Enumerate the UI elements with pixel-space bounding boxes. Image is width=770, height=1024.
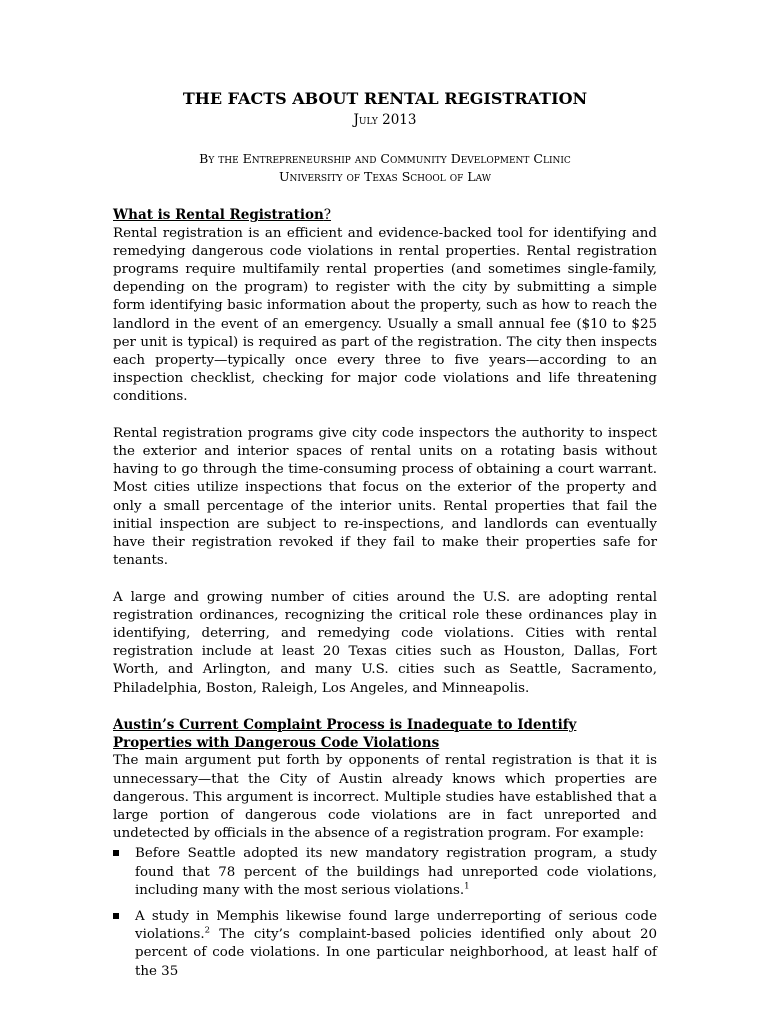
section-heading: Austin’s Current Complaint Process is Inadequate to Identify Properties with Dangerous Code Violations: [113, 717, 577, 752]
list-item-text: Before Seattle adopted its new mandatory registration program, a study found that 78 percent of the buildings had unreported code violations, including many with the most serious violations.: [135, 846, 657, 898]
section-heading-punct: ?: [323, 207, 332, 224]
section-complaint-process: [113, 716, 657, 981]
list-item: [113, 908, 657, 981]
footnote-ref[interactable]: 1: [464, 881, 470, 892]
bullet-list: [113, 845, 657, 980]
list-item-text: A study in Memphis likewise found large underreporting of serious code violations.: [135, 909, 657, 943]
section-what-is-rental-registration: [113, 206, 657, 697]
paragraph: The main argument put forth by opponents of rental registration is that it is unnecessary—that the City of Austin already knows which properties are dangerous. This argument is incorrect. Multiple studies have established that a large portion of dangerous code violations are in fact unreported and undetected by officials in the absence of a registration program. For example:: [113, 753, 657, 842]
byline-school: University of Texas School of Law: [279, 169, 491, 185]
square-bullet-icon: [113, 850, 119, 856]
list-item-text-continued: The city’s complaint-based policies identified only about 20 percent of code violations. In one particular neighborhood, at least half of the 35: [135, 927, 657, 979]
square-bullet-icon: [113, 913, 119, 919]
footnote-ref[interactable]: 2: [204, 925, 211, 936]
document-title: THE FACTS ABOUT RENTAL REGISTRATION: [182, 89, 588, 108]
paragraph: Rental registration programs give city code inspectors the authority to inspect the exterior and interior spaces of rental units on a rotating basis without having to go through the time-consuming process of obtaining a court warrant. Most cities utilize inspections that focus on the exterior of the property and only a small percentage of the interior units. Rental properties that fail the initial inspection are subject to re-inspections, and landlords can eventually have their registration revoked if they fail to make their properties safe for tenants.: [113, 425, 657, 569]
list-item: [113, 845, 657, 900]
paragraph: A large and growing number of cities around the U.S. are adopting rental registration ordinances, recognizing the critical role these ordinances play in identifying, deterring, and remedying code violations. Cities with rental registration include at least 20 Texas cities such as Houston, Dallas, Fort Worth, and Arlington, and many U.S. cities such as Seattle, Sacramento, Philadelphia, Boston, Raleigh, Los Angeles, and Minneapolis.: [113, 589, 657, 696]
section-heading: [113, 206, 657, 224]
paragraph: Rental registration is an efficient and evidence-backed tool for identifying and remedying dangerous code violations in rental properties. Rental registration programs require multifamily rental properties (and sometimes single-family, depending on the program) to register with the city by submitting a simple form identifying basic information about the property, such as how to reach the landlord in the event of an emergency. Usually a small annual fee ($10 to $25 per unit is typical) is required as part of the registration. The city then inspects each property—typically once every three to five years—according to an inspection checklist, checking for major code violations and life threatening conditions.: [113, 225, 657, 405]
byline: [113, 150, 657, 186]
document-date: July 2013: [353, 112, 417, 128]
section-heading-text: What is Rental Registration: [113, 207, 324, 224]
byline-clinic: By the Entrepreneurship and Community Development Clinic: [199, 151, 571, 166]
